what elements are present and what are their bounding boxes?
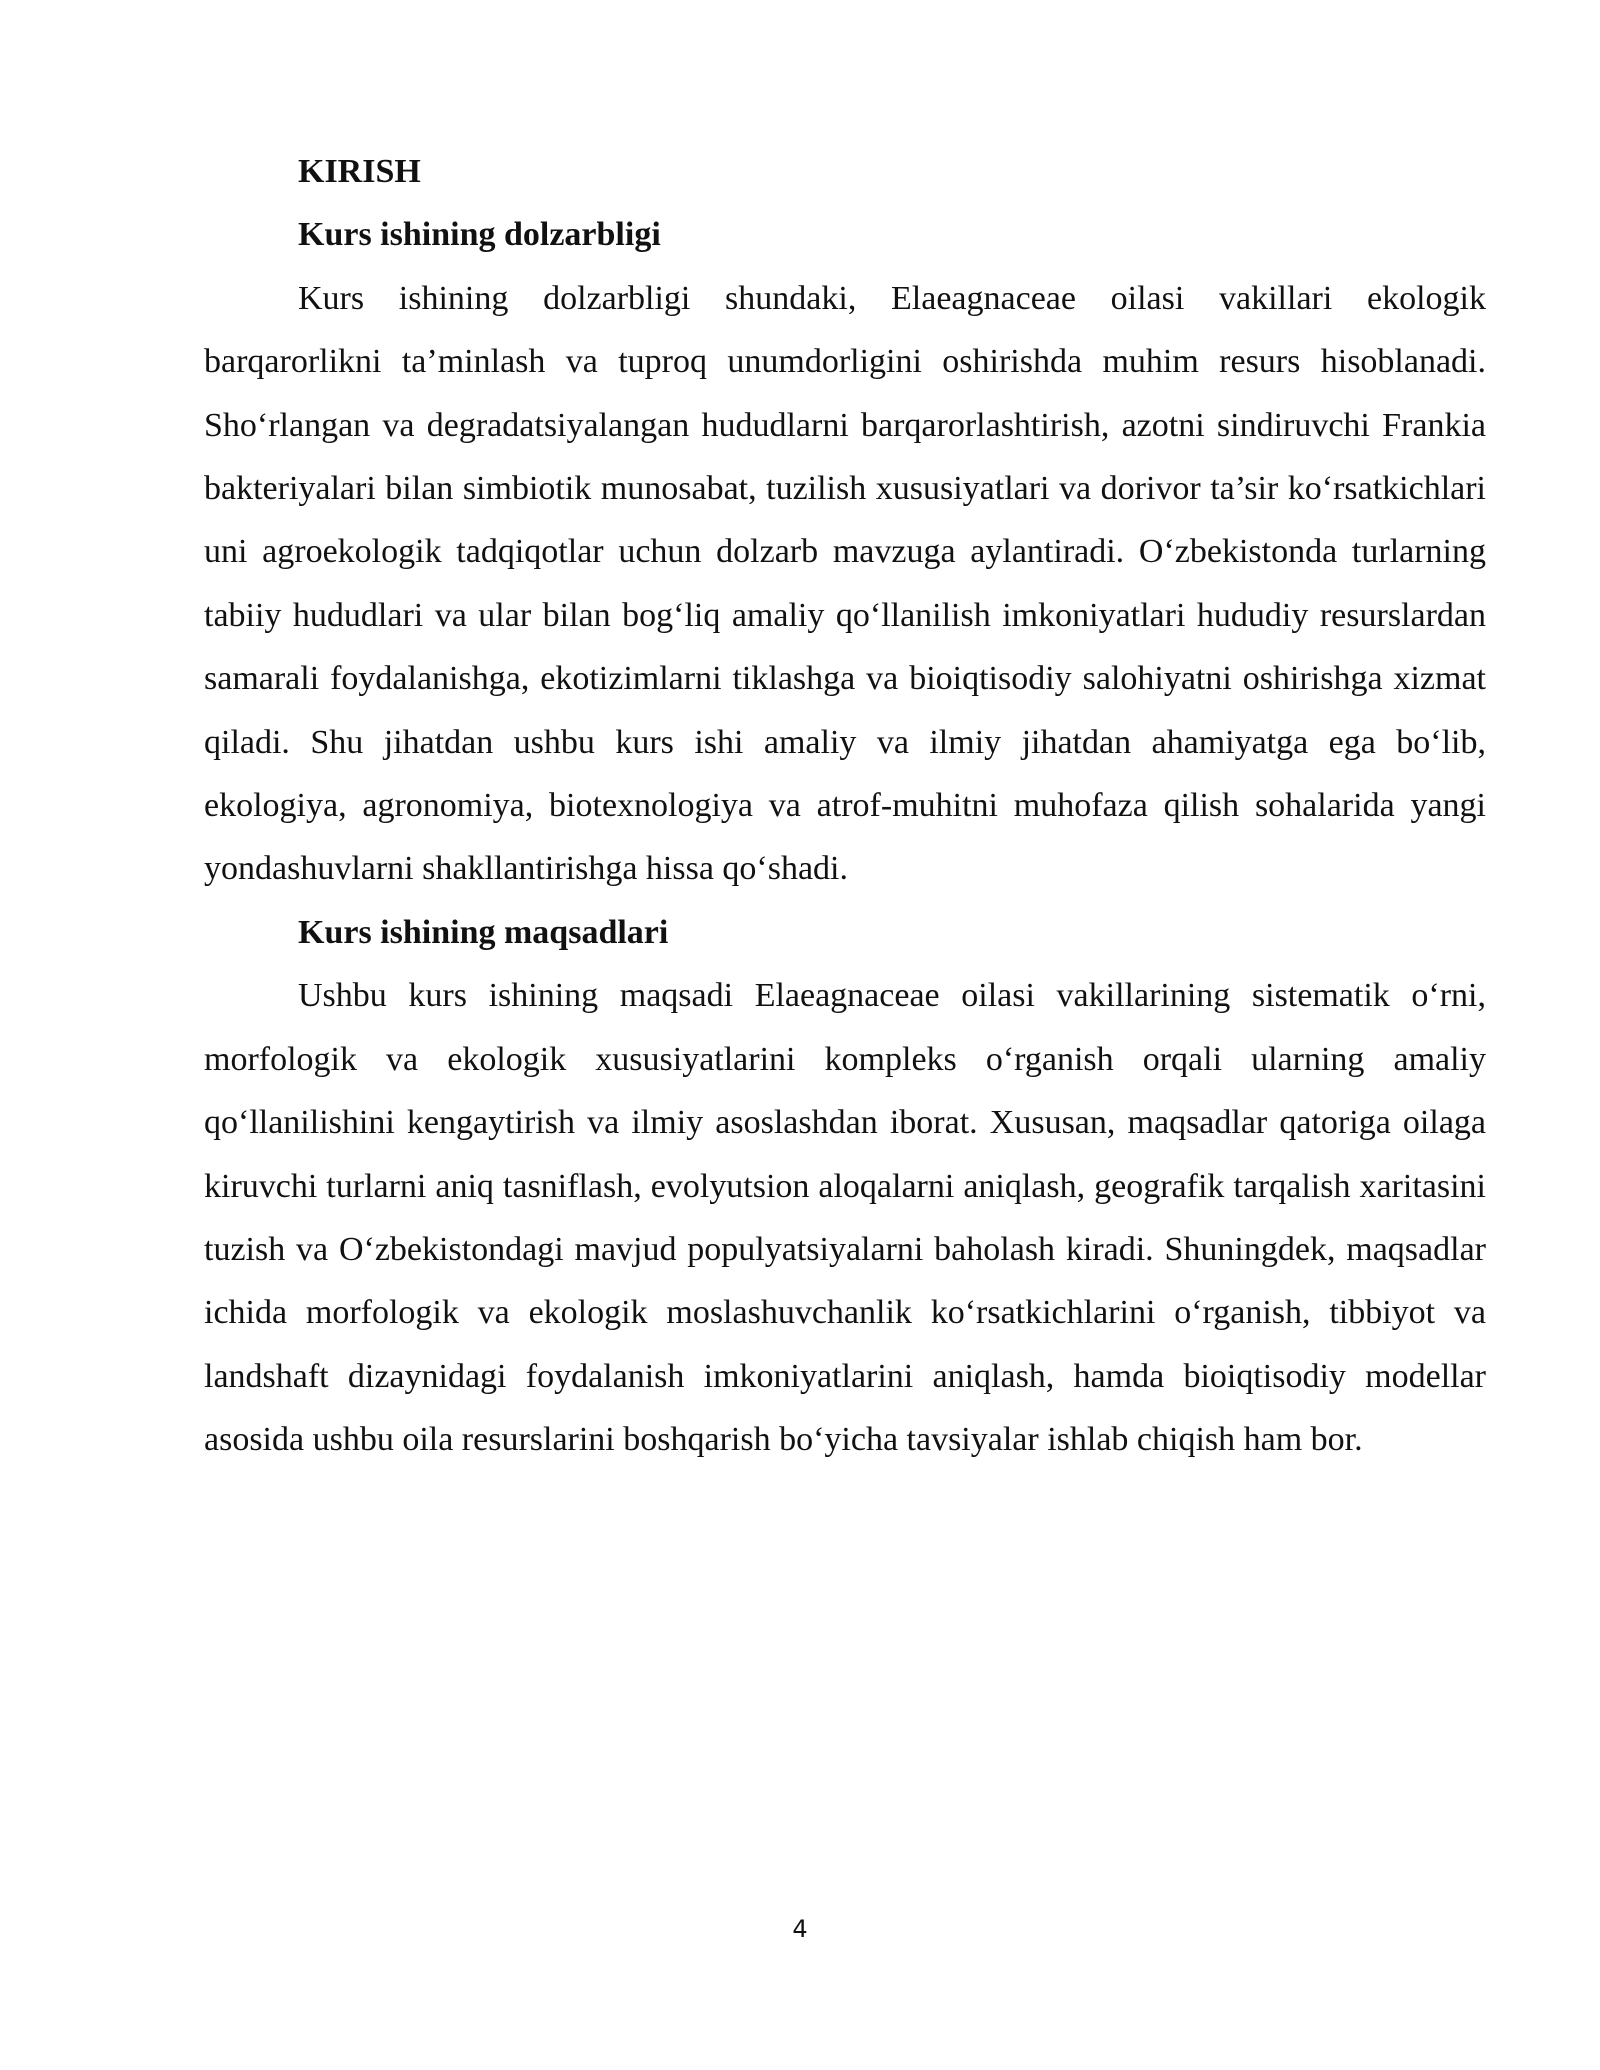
paragraph-relevance: Kurs ishining dolzarbligi shundaki, Elaeagnaceae oilasi vakillari ekologik barqarorlikni ta’minlash va tuproq unumdorligini oshirishda muhim resurs hisoblanadi. Sho‘rlangan va degradatsiyalangan hududlarni barqarorlashtirish, azotni sindiruvchi Frankia bakteriyalari bilan simbiotik munosabat, tuzilish xususiyatlari va dorivor ta’sir ko‘rsatkichlari uni agroekologik tadqiqotlar uchun dolzarb mavzuga aylantiradi. O‘zbekistonda turlarning tabiiy hududlari va ular bilan bog‘liq amaliy qo‘llanilish imkoniyatlari hududiy resurslardan samarali foydalanishga, ekotizimlarni tiklashga va bioiqtisodiy salohiyatni oshirishga xizmat qiladi. Shu jihatdan ushbu kurs ishi amaliy va ilmiy jihatdan ahamiyatga ega bo‘lib, ekologiya, agronomiya, biotexnologiya va atrof-muhitni muhofaza qilish sohalarida yangi yondashuvlarni shakllantirishga hissa qo‘shadi. (204, 279, 1486, 888)
heading-goals: Kurs ishining maqsadlari (298, 913, 669, 951)
page-content (204, 140, 1486, 1472)
page-number: 4 (792, 1915, 808, 1943)
paragraph-goals: Ushbu kurs ishining maqsadi Elaeagnaceae oilasi vakillarining sistematik o‘rni, morfologik va ekologik xususiyatlarini kompleks o‘rganish orqali ularning amaliy qo‘llanilishini kengaytirish va ilmiy asoslashdan iborat. Xususan, maqsadlar qatoriga oilaga kiruvchi turlarni aniq tasniflash, evolyutsion aloqalarni aniqlash, geografik tarqalish xaritasini tuzish va O‘zbekistondagi mavjud populyatsiyalarni baholash kiradi. Shuningdek, maqsadlar ichida morfologik va ekologik moslashuvchanlik ko‘rsatkichlarini o‘rganish, tibbiyot va landshaft dizaynidagi foydalanish imkoniyatlarini aniqlash, hamda bioiqtisodiy modellar asosida ushbu oila resurslarini boshqarish bo‘yicha tavsiyalar ishlab chiqish ham bor. (204, 977, 1486, 1459)
section-title: KIRISH (298, 153, 421, 190)
heading-relevance: Kurs ishining dolzarbligi (298, 216, 661, 254)
